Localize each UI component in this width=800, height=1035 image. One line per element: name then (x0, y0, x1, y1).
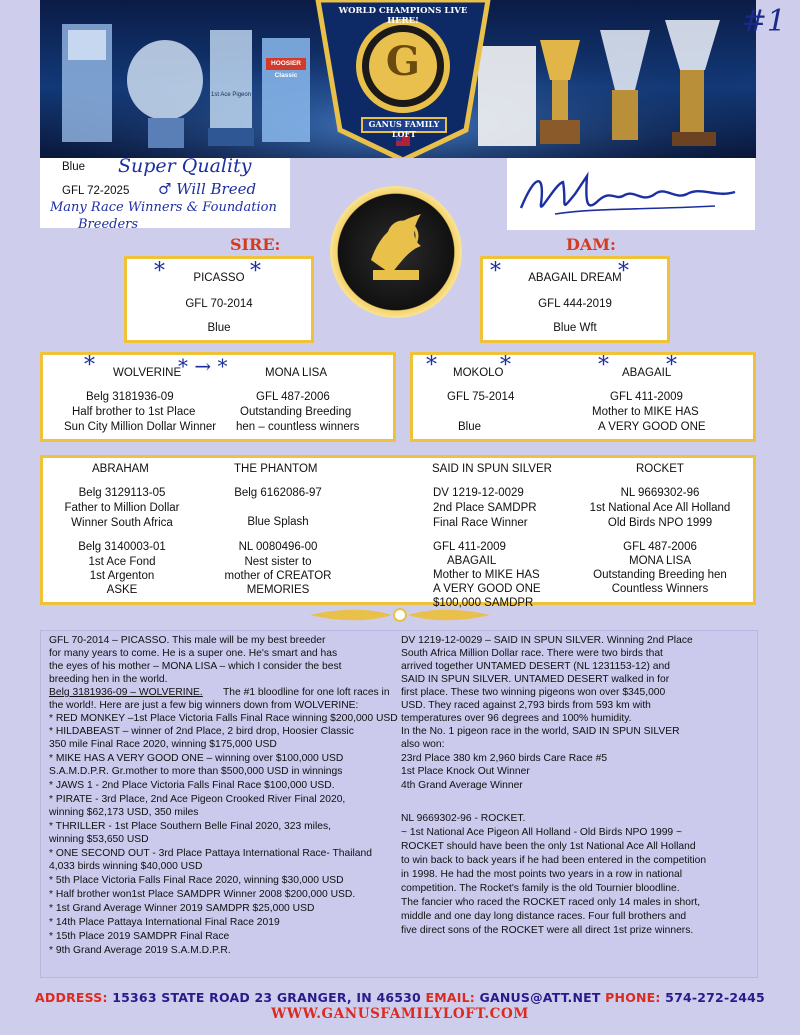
left-text-line: for many years to come. He is a super one. He's smart and has (49, 648, 338, 659)
ggp-desc: MEMORIES (246, 584, 310, 596)
right-text-line: USD. They raced against 2,793 birds from 593 km with (401, 700, 651, 711)
granddam-desc: A VERY GOOD ONE (598, 421, 706, 433)
ggp-desc: Final Race Winner (433, 517, 528, 529)
right-text-line: ~ 1st National Ace Pigeon All Holland - Old Birds NPO 1999 ~ (401, 827, 683, 838)
left-text-line: * 9th Grand Average 2019 S.A.M.D.P.R. (49, 945, 231, 956)
granddam-name: ABAGAIL (622, 367, 672, 379)
left-text-line: S.A.M.D.P.R. Gr.mother to more than $500,000 USD in winnings (49, 766, 343, 777)
ggp-desc: 2nd Place SAMDPR (433, 502, 537, 514)
granddam-name: MONA LISA (265, 367, 327, 379)
left-text-line: winning $53,650 USD (49, 834, 149, 845)
right-text-line: South Africa Million Dollar race. There were two birds that (401, 648, 663, 659)
right-text-line: also won: (401, 739, 445, 750)
page-number: #1 (741, 4, 786, 39)
arrow-mark: * → * (178, 354, 228, 378)
left-text-line: * 15th Place 2019 SAMDPR Final Race (49, 931, 230, 942)
ggp-desc: Mother to MIKE HAS (433, 569, 540, 581)
header-banner (40, 0, 756, 158)
right-text-line: The fancier who raced the ROCKET raced only 14 males in short, (401, 897, 701, 908)
grandsire-name: MOKOLO (453, 367, 504, 379)
right-text-line: first place. These two winning pigeons won over $345,000 (401, 687, 666, 698)
left-text-line: * HILDABEAST – winner of 2nd Place, 2 bird drop, Hoosier Classic (49, 726, 354, 737)
left-text-line: breeding hen in the world. (49, 674, 168, 685)
phone-label: PHONE: (605, 990, 661, 1005)
right-text-line: ROCKET should have been the only 1st National Ace All Holland (401, 841, 696, 852)
right-text-line: middle and one day long distance races. Four full brothers and (401, 911, 687, 922)
subject-band: GFL 72-2025 (62, 185, 130, 197)
ggp-band: Belg 3129113-05 (78, 487, 166, 499)
sire-color: Blue (207, 322, 231, 334)
sire-name: PICASSO (193, 272, 245, 284)
grandsire-desc: Sun City Million Dollar Winner (64, 421, 217, 433)
banner-monogram: G (385, 38, 421, 85)
ggp-name: SAID IN SPUN SILVER (432, 463, 552, 475)
asterisk-mark: * (598, 353, 609, 378)
ggp-band: GFL 487-2006 (623, 541, 697, 553)
left-text-line: Belg 3181936-09 – WOLVERINE. (49, 687, 203, 698)
handwritten-note: Many Race Winners & Foundation (50, 200, 277, 215)
grandsire-desc: Blue (458, 421, 482, 433)
ggp-band: NL 0080496-00 (238, 541, 318, 553)
ggp-desc: Old Birds NPO 1999 (607, 517, 713, 529)
ggp-desc: mother of CREATOR (224, 570, 332, 582)
left-text-line: * RED MONKEY –1st Place Victoria Falls Final Race winning $200,000 USD (49, 713, 398, 724)
trophy-label: 1st Ace Pigeon (210, 92, 252, 98)
asterisk-mark: * (250, 259, 261, 284)
right-text-line: five direct sons of the ROCKET were all direct 1st prize winners. (401, 925, 694, 936)
ggp-desc: Outstanding Breeding hen (593, 569, 727, 581)
ggp-band: NL 9669302-96 (620, 487, 700, 499)
ornament-divider (300, 606, 500, 624)
left-text-line: * ONE SECOND OUT - 3rd Place Pattaya International Race- Thailand (49, 848, 372, 859)
granddam-desc: Outstanding Breeding (240, 406, 352, 418)
asterisk-mark: * (490, 259, 501, 284)
ggp-band: Belg 3140003-01 (78, 541, 166, 553)
sire-band: GFL 70-2014 (185, 298, 253, 310)
grandsire-name: WOLVERINE (113, 367, 182, 379)
left-text-line: The #1 bloodline for one loft races in (223, 687, 390, 698)
left-text-line: * 5th Place Victoria Falls Final Race 2020, winning $30,000 USD (49, 875, 344, 886)
ggp-band: DV 1219-12-0029 (433, 487, 524, 499)
banner-arc-text: WORLD CHAMPIONS LIVE HERE! (338, 6, 468, 26)
email-label: EMAIL: (425, 990, 475, 1005)
dam-band: GFL 444-2019 (538, 298, 612, 310)
subject-color: Blue (62, 161, 86, 173)
left-text-line: 4,033 birds winning $40,000 USD (49, 861, 203, 872)
left-text-line: winning $62,173 USD, 350 miles (49, 807, 199, 818)
left-text-line: * THRILLER - 1st Place Southern Belle Final 2020, 323 miles, (49, 821, 331, 832)
address-label: ADDRESS: (35, 990, 108, 1005)
description-panel (40, 630, 758, 978)
ggp-desc: Countless Winners (611, 583, 709, 595)
right-text-line: arrived together UNTAMED DESERT (NL 1231153-12) and (401, 661, 670, 672)
banner-loft-name: GANUS FAMILY LOFT (368, 119, 440, 139)
granddam-desc: hen – countless winners (236, 421, 360, 433)
ggp-desc: Winner South Africa (71, 517, 173, 529)
dam-label: DAM: (566, 235, 616, 254)
sire-label: SIRE: (230, 235, 281, 254)
right-text-line: NL 9669302-96 - ROCKET. (401, 813, 526, 824)
left-text-line: * 14th Place Pattaya International Final Race 2019 (49, 917, 280, 928)
ggp-name: THE PHANTOM (234, 463, 318, 475)
ggp-desc: Nest sister to (244, 556, 312, 568)
right-text-line: In the No. 1 pigeon race in the world, SAID IN SPUN SILVER (401, 726, 680, 737)
dove-emblem-icon (351, 200, 441, 290)
grandsire-band: Belg 3181936-09 (86, 391, 174, 403)
ggp-desc: Blue Splash (247, 516, 309, 528)
left-text-line: * 1st Grand Average Winner 2019 SAMDPR $25,000 USD (49, 903, 315, 914)
right-text-line: 23rd Place 380 km 2,960 birds Care Race #5 (401, 753, 608, 764)
address-value: 15363 STATE ROAD 23 GRANGER, IN 46530 (107, 990, 426, 1005)
asterisk-mark: * (666, 353, 677, 378)
ggp-name: ROCKET (636, 463, 684, 475)
grandsire-band: GFL 75-2014 (447, 391, 515, 403)
email-value[interactable]: GANUS@ATT.NET (474, 990, 606, 1005)
ggp-desc: A VERY GOOD ONE (433, 583, 541, 595)
granddam-band: GFL 487-2006 (256, 391, 330, 403)
ggp-band: Belg 6162086-97 (234, 487, 322, 499)
phone-value: 574-272-2445 (660, 990, 765, 1005)
right-text-line: temperatures over 96 degrees and 100% humidity. (401, 713, 632, 724)
ggp-desc: ASKE (106, 584, 138, 596)
ggp-name: ABAGAIL (447, 555, 497, 567)
handwritten-note: Breeders (78, 217, 139, 232)
ggp-desc: 1st Ace Fond (88, 556, 156, 568)
left-text-line: 350 mile Final Race 2020, winning $175,000 USD (49, 739, 277, 750)
ggp-desc: 1st National Ace All Holland (589, 502, 731, 514)
asterisk-mark: * (154, 259, 165, 284)
dam-color: Blue Wft (553, 322, 597, 334)
left-text-line: * PIRATE - 3rd Place, 2nd Ace Pigeon Crooked River Final 2020, (49, 794, 346, 805)
ggp-desc: Father to Million Dollar (64, 502, 180, 514)
granddam-desc: Mother to MIKE HAS (592, 406, 699, 418)
ggp-name: ABRAHAM (92, 463, 149, 475)
right-text-line: 4th Grand Average Winner (401, 780, 523, 791)
left-text-line: GFL 70-2014 – PICASSO. This male will be my best breeder (49, 635, 326, 646)
left-text-line: * Half brother won1st Place SAMDPR Winner 2008 $200,000 USD. (49, 889, 356, 900)
ggp-desc: $100,000 SAMDPR (433, 597, 534, 609)
right-text-line: competition. The Rocket's family is the old Tournier bloodline. (401, 883, 680, 894)
left-text-line: * JAWS 1 - 2nd Place Victoria Falls Final Race $100,000 USD. (49, 780, 335, 791)
left-text-line: the eyes of his mother – MONA LISA – which I consider the best (49, 661, 342, 672)
ggp-desc: 1st Argenton (89, 570, 155, 582)
asterisk-mark: * (84, 353, 95, 378)
trophy-label: HOOSIER Classic (271, 60, 301, 79)
ggp-name: MONA LISA (629, 555, 691, 567)
granddam-band: GFL 411-2009 (610, 391, 683, 403)
right-text-line: DV 1219-12-0029 – SAID IN SPUN SILVER. Winning 2nd Place (401, 635, 693, 646)
handwritten-note: ♂ Will Breed (158, 180, 257, 198)
right-text-line: SAID IN SPUN SILVER. UNTAMED DESERT walked in for (401, 674, 670, 685)
left-text-line: * MIKE HAS A VERY GOOD ONE – winning over $100,000 USD (49, 753, 344, 764)
asterisk-mark: * (500, 353, 511, 378)
asterisk-mark: * (426, 353, 437, 378)
ggp-band: GFL 411-2009 (433, 541, 506, 553)
right-text-line: to win back to back years if he had been entered in the competition (401, 855, 707, 866)
asterisk-mark: * (618, 259, 629, 284)
grandsire-desc: Half brother to 1st Place (72, 406, 196, 418)
handwritten-note: Super Quality (118, 155, 252, 177)
signature (515, 164, 745, 224)
dam-name: ABAGAIL DREAM (528, 272, 622, 284)
left-text-line: the world!. Here are just a few big winners down from WOLVERINE: (49, 700, 359, 711)
contact-line (0, 990, 800, 1005)
website-link[interactable]: WWW.GANUSFAMILYLOFT.COM (271, 1006, 529, 1022)
right-text-line: in 1998. He had the most points two years in a row in national (401, 869, 683, 880)
right-text-line: 1st Place Knock Out Winner (401, 766, 530, 777)
